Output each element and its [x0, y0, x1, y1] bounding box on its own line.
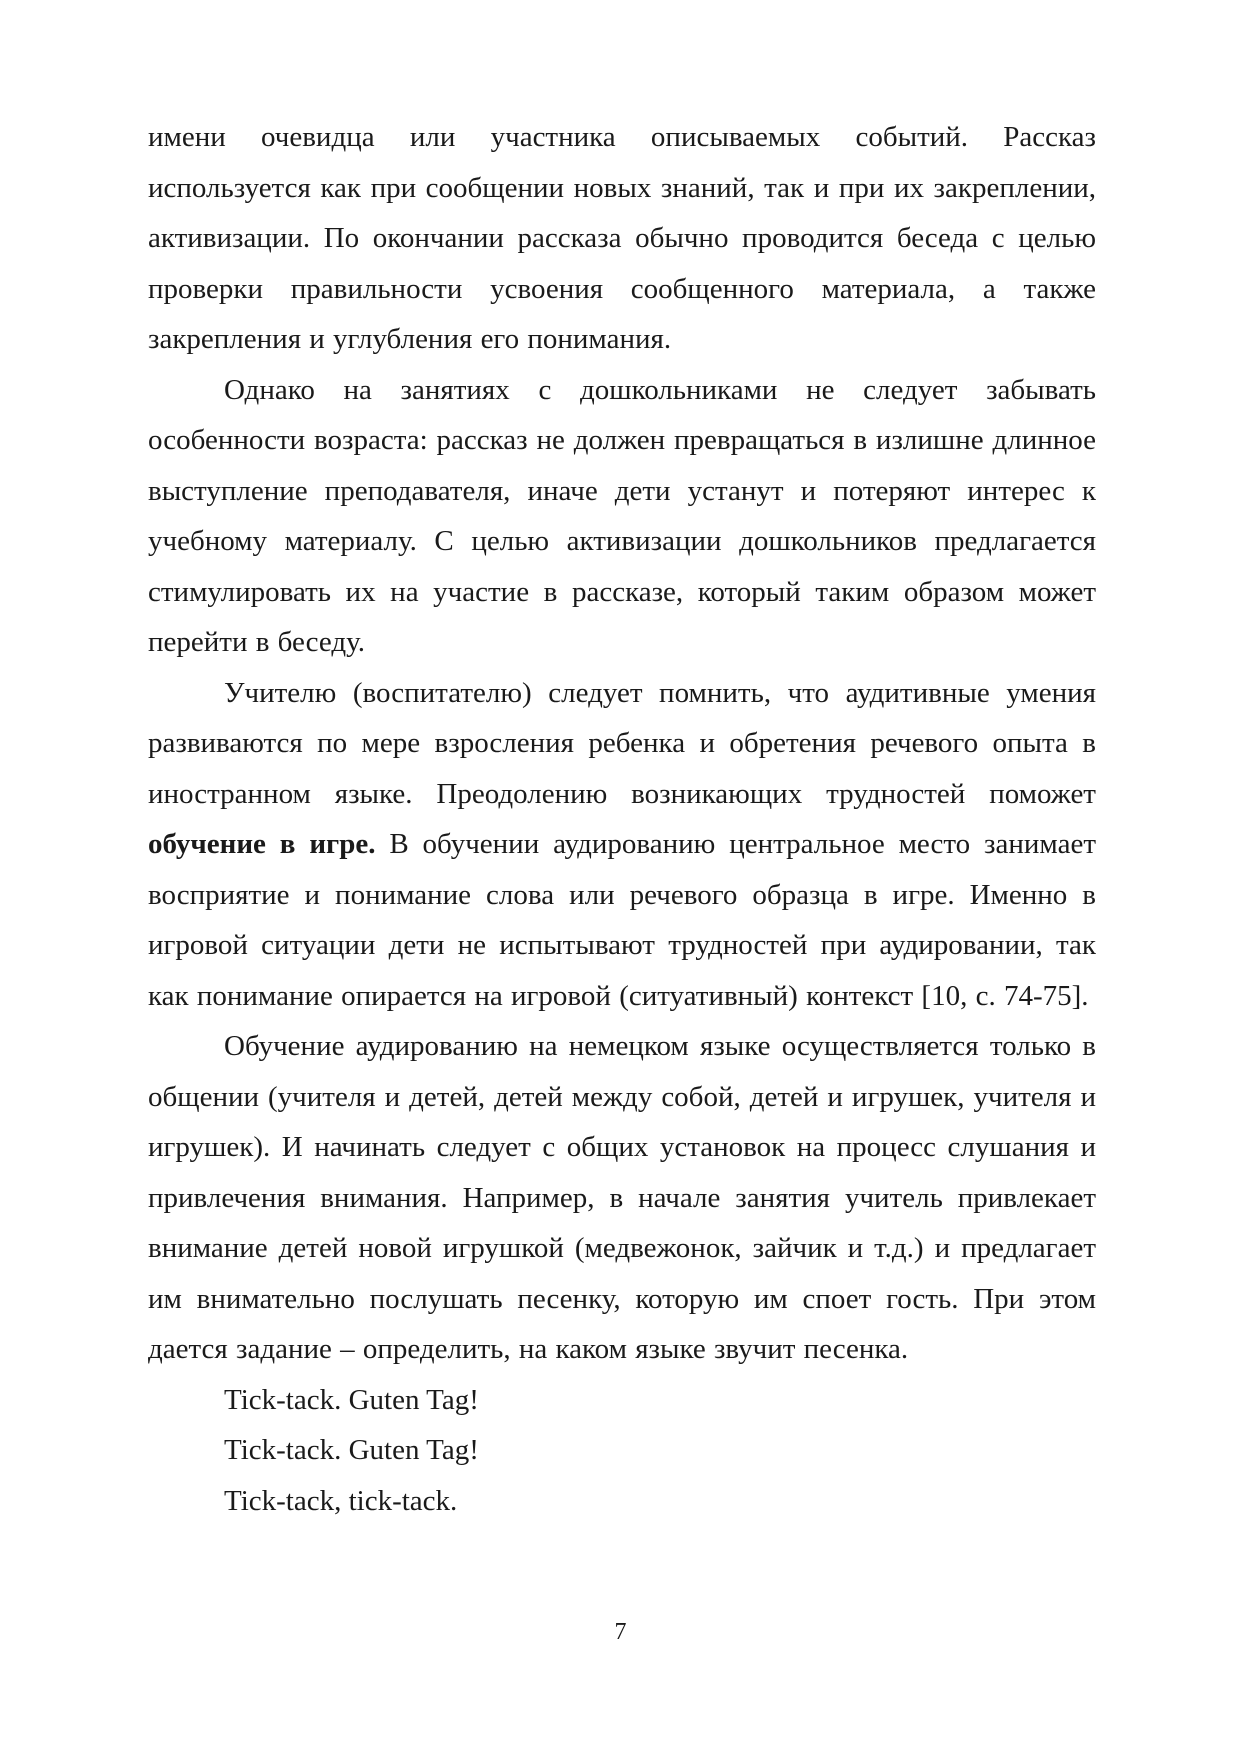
- paragraph-teacher-note: [148, 668, 1096, 1022]
- paragraph-german-listening: Обучение аудированию на немецком языке осуществляется только в общении (учителя и детей, детей между собой, детей и игрушек, учителя и игрушек). И начинать следует с общих установок на процесс слушания и привлечения внимания. Например, в начале занятия учитель привлекает внимание детей новой игрушкой (медвежонок, зайчик и т.д.) и предлагает им внимательно послушать песенку, которую им споет гость. При этом дается задание – определить, на каком языке звучит песенка.: [148, 1030, 1096, 1365]
- paragraph-preschool-features: Однако на занятиях с дошкольниками не следует забывать особенности возраста: рассказ не должен превращаться в излишне длинное выступление преподавателя, иначе дети устанут и потеряют интерес к учебному материалу. С целью активизации дошкольников предлагается стимулировать их на участие в рассказе, который таким образом может перейти в беседу.: [148, 373, 1096, 658]
- song-line: Tick-tack. Guten Tag!: [224, 1383, 479, 1416]
- paragraph-continuation: имени очевидца или участника описываемых событий. Рассказ используется как при сообщении новых знаний, так и при их закреплении, активизации. По окончании рассказа обычно проводится беседа с целью проверки правильности усвоения сообщенного материала, а также закрепления и углубления его понимания.: [148, 121, 1096, 355]
- song-line: Tick-tack. Guten Tag!: [224, 1434, 479, 1466]
- page-number: 7: [614, 1619, 627, 1645]
- body-text: [148, 112, 1096, 1526]
- paragraph-text-after-bold: В обучении аудированию центральное место занимает восприятие и понимание слова или речевого образца в игре. Именно в игровой ситуации дети не испытывают трудностей при аудировании, так как понимание опирается на игровой (ситуативный) контекст [10, с. 74-75].: [148, 828, 1096, 1012]
- song-line: Tick-tack, tick-tack.: [224, 1484, 458, 1517]
- paragraph-text-before-bold: Учителю (воспитателю) следует помнить, что аудитивные умения развиваются по мере взросления ребенка и обретения речевого опыта в иностранном языке. Преодолению возникающих трудностей поможет: [148, 676, 1096, 810]
- bold-term: обучение в игре.: [148, 828, 376, 860]
